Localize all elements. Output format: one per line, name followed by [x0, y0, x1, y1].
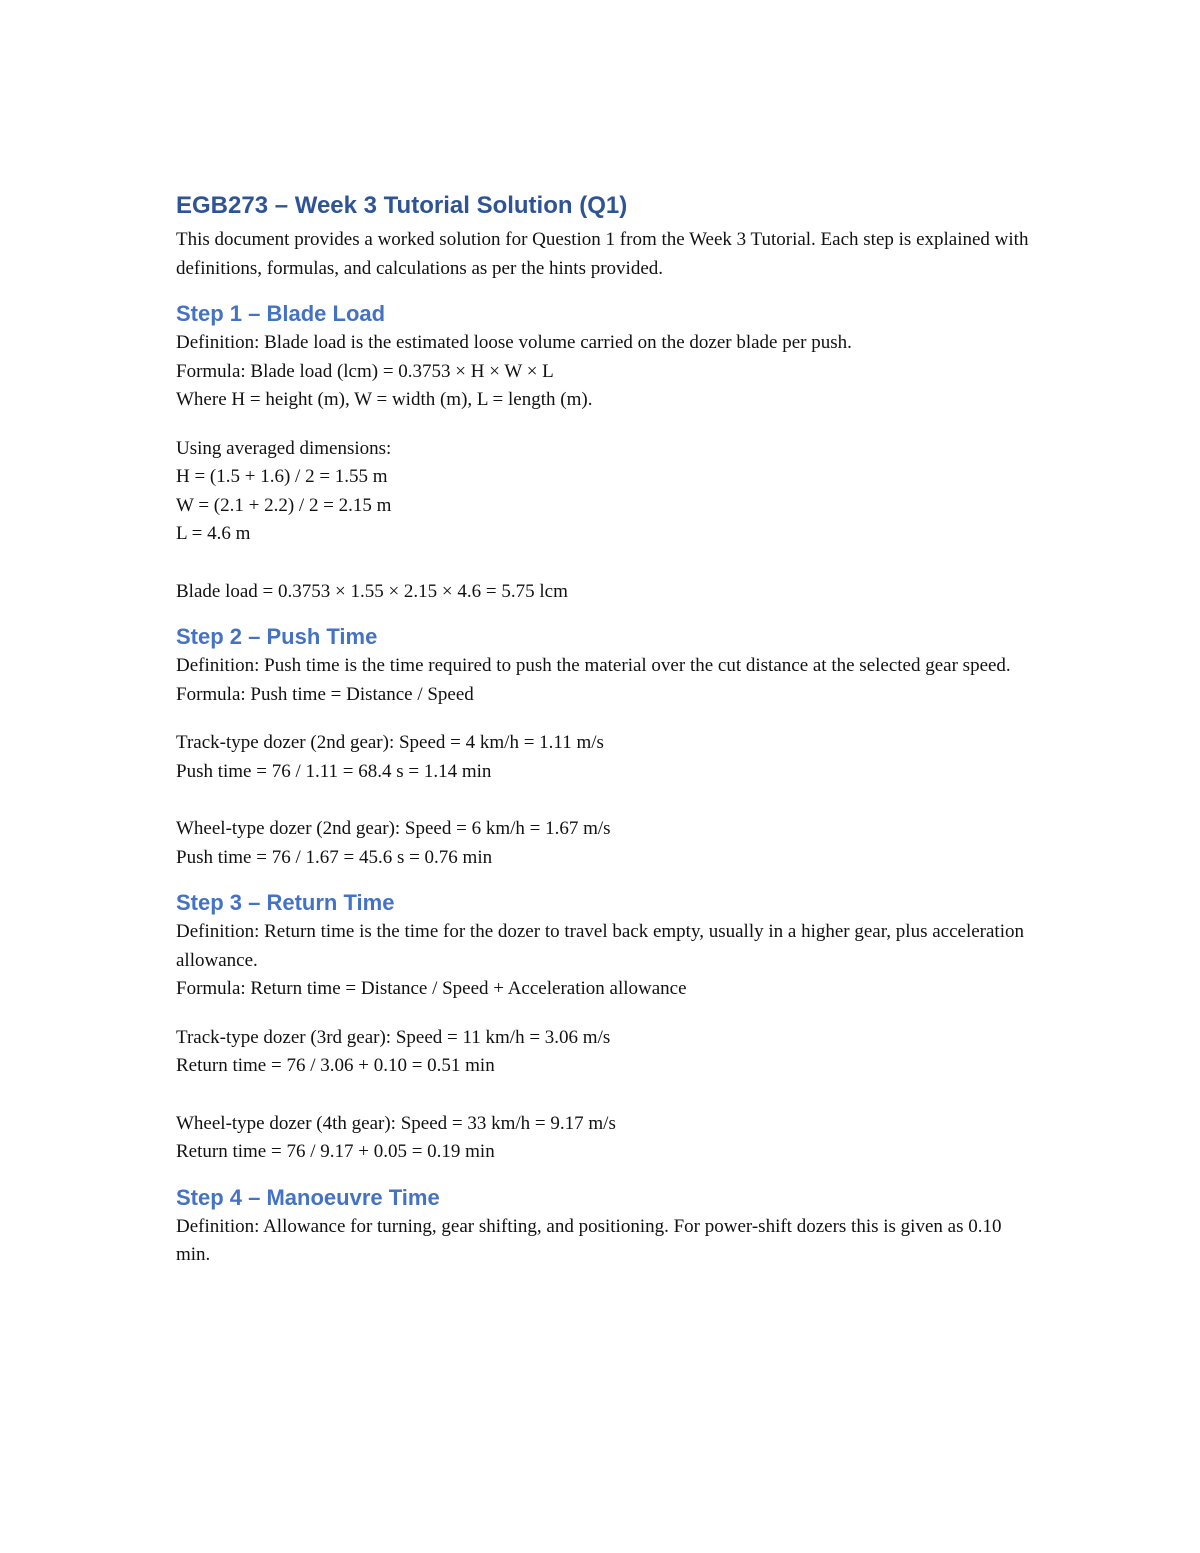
- step3-definition: Definition: Return time is the time for the dozer to travel back empty, usually in a higher gear, plus acceleration allowance.: [176, 921, 1024, 971]
- document-page: [176, 190, 1036, 1270]
- step2-wheel-speed: Wheel-type dozer (2nd gear): Speed = 6 km/h = 1.67 m/s: [176, 818, 611, 839]
- step3-body: [176, 918, 1036, 1167]
- step2-formula: Formula: Push time = Distance / Speed: [176, 683, 474, 705]
- step2-body: [176, 652, 1036, 872]
- step1-definition: Definition: Blade load is the estimated loose volume carried on the dozer blade per push.: [176, 332, 852, 353]
- step1-length: L = 4.6 m: [176, 523, 251, 544]
- step1-avg-intro: Using averaged dimensions:: [176, 437, 392, 459]
- step3-wheel-speed: Wheel-type dozer (4th gear): Speed = 33 km/h = 9.17 m/s: [176, 1112, 616, 1134]
- step2-track-speed: Track-type dozer (2nd gear): Speed = 4 km/h = 1.11 m/s: [176, 732, 604, 753]
- step4-body: [176, 1213, 1036, 1270]
- step2-heading: Step 2 – Push Time: [176, 624, 378, 649]
- step1-width: W = (2.1 + 2.2) / 2 = 2.15 m: [176, 494, 392, 516]
- step1-heading: Step 1 – Blade Load: [176, 301, 386, 326]
- step3-track-speed: Track-type dozer (3rd gear): Speed = 11 km/h = 3.06 m/s: [176, 1026, 611, 1048]
- step4-heading: Step 4 – Manoeuvre Time: [176, 1184, 440, 1210]
- step3-formula: Formula: Return time = Distance / Speed + Acceleration allowance: [176, 978, 687, 999]
- step2-wheel-time: Push time = 76 / 1.67 = 45.6 s = 0.76 min: [176, 846, 493, 868]
- step1-height: H = (1.5 + 1.6) / 2 = 1.55 m: [176, 466, 388, 487]
- intro-paragraph: This document provides a worked solution for Question 1 from the Week 3 Tutorial. Each step is explained with definitions, formulas, and calculations as per the hints provided.: [176, 229, 1029, 279]
- step3-wheel-time: Return time = 76 / 9.17 + 0.05 = 0.19 min: [176, 1141, 495, 1162]
- step1-result: Blade load = 0.3753 × 1.55 × 2.15 × 4.6 = 5.75 lcm: [176, 580, 568, 602]
- step1-formula: Formula: Blade load (lcm) = 0.3753 × H × W × L: [176, 360, 554, 382]
- step1-body: [176, 329, 1036, 606]
- step2-track-time: Push time = 76 / 1.11 = 68.4 s = 1.14 min: [176, 760, 492, 782]
- step3-track-time: Return time = 76 / 3.06 + 0.10 = 0.51 min: [176, 1055, 495, 1076]
- step2-definition: Definition: Push time is the time required to push the material over the cut distance at the selected gear speed.: [176, 655, 1011, 676]
- step3-heading: Step 3 – Return Time: [176, 890, 395, 915]
- step1-where: Where H = height (m), W = width (m), L = length (m).: [176, 389, 593, 410]
- step4-definition: Definition: Allowance for turning, gear shifting, and positioning. For power-shift dozers this is given as 0.10 min.: [176, 1215, 1002, 1265]
- document-title: EGB273 – Week 3 Tutorial Solution (Q1): [176, 192, 628, 219]
